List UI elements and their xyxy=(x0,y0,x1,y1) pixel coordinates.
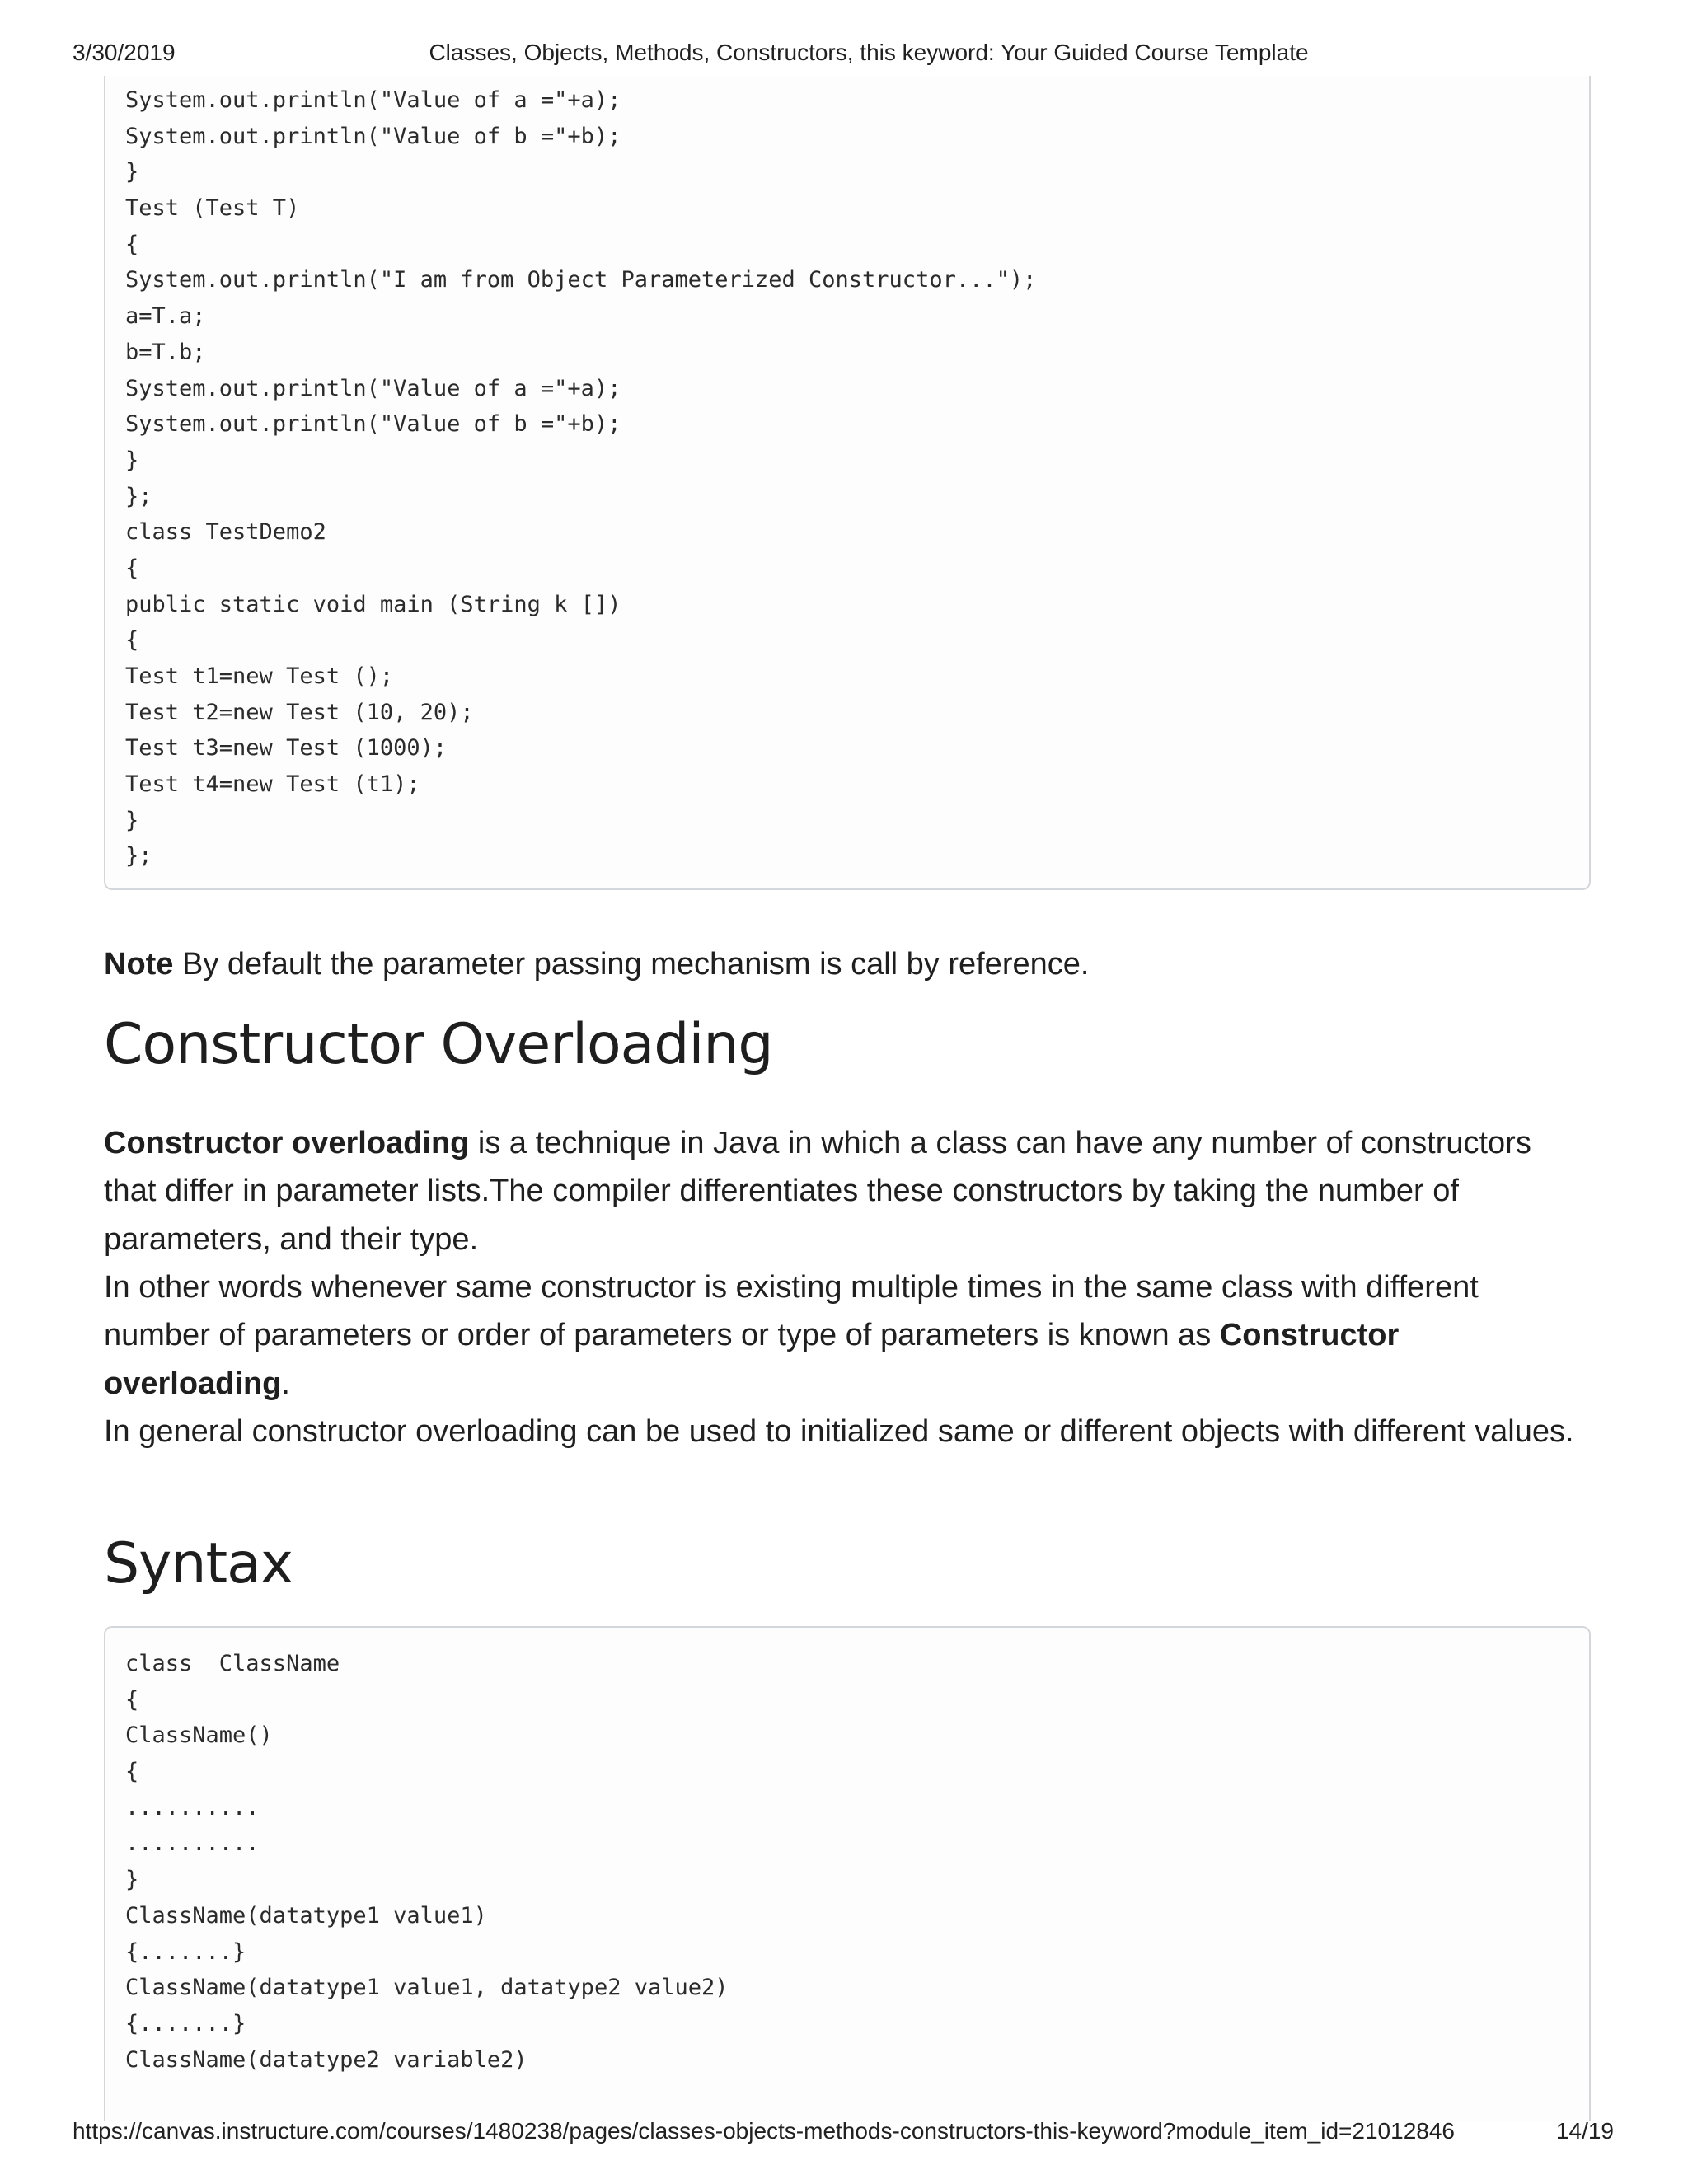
paragraph-definition xyxy=(104,1119,1587,1263)
code-line: .......... xyxy=(125,1794,260,1821)
code-line: { xyxy=(125,555,139,581)
code-line: System.out.println("Value of a ="+a); xyxy=(125,375,621,401)
code-line: System.out.println("I am from Object Parameterized Constructor..."); xyxy=(125,267,1037,293)
code-line: ClassName(datatype1 value1) xyxy=(125,1902,487,1929)
code-line: {.......} xyxy=(125,2010,246,2036)
code-block-test-demo xyxy=(104,76,1591,890)
code-line: {.......} xyxy=(125,1938,246,1965)
term-constructor-overloading-2: Constructor overloading xyxy=(104,1318,1400,1401)
code-line: a=T.a; xyxy=(125,303,206,330)
code-line: { xyxy=(125,231,139,257)
paragraph-general xyxy=(104,1408,1587,1455)
code-line: }; xyxy=(125,483,152,509)
sentence-end: . xyxy=(281,1366,290,1401)
code-line: }; xyxy=(125,843,152,869)
general-text: In general constructor overloading can be used to initialized same or different objects with different values. xyxy=(104,1414,1574,1449)
code-line: Test t2=new Test (10, 20); xyxy=(125,699,474,725)
note-text: By default the parameter passing mechanism is call by reference. xyxy=(173,947,1090,982)
print-page-title: Classes, Objects, Methods, Constructors, this keyword: Your Guided Course Template xyxy=(429,40,1309,65)
code-line: Test t3=new Test (1000); xyxy=(125,735,448,762)
code-line: Test t1=new Test (); xyxy=(125,663,394,689)
heading-constructor-overloading: Constructor Overloading xyxy=(104,1012,773,1077)
code-line: } xyxy=(125,159,139,185)
code-line: Test t4=new Test (t1); xyxy=(125,771,420,798)
page-counter: 14/19 xyxy=(1555,2118,1614,2144)
code-line: ClassName(datatype2 variable2) xyxy=(125,2046,528,2073)
code-line: { xyxy=(125,1686,139,1713)
code-line: ClassName(datatype1 value1, datatype2 value2) xyxy=(125,1975,729,2001)
code-line: { xyxy=(125,627,139,654)
code-line: ClassName() xyxy=(125,1722,273,1749)
code-line: { xyxy=(125,1759,139,1785)
note-paragraph xyxy=(104,944,1089,985)
code-line: System.out.println("Value of b ="+b); xyxy=(125,123,621,149)
code-line: public static void main (String k []) xyxy=(125,591,621,617)
code-line: System.out.println("Value of a ="+a); xyxy=(125,87,621,113)
code-line: b=T.b; xyxy=(125,339,206,365)
definition-text: is a technique in Java in which a class can have any number of constructors that differ in parameter lists.The compiler differentiates these constructors by taking the number of parameters, and their type. xyxy=(104,1126,1531,1257)
code-line: .......... xyxy=(125,1830,260,1857)
note-label: Note xyxy=(104,947,174,982)
code-line: class ClassName xyxy=(125,1651,340,1676)
code-line: } xyxy=(125,807,139,833)
heading-syntax: Syntax xyxy=(104,1531,293,1596)
page-url: https://canvas.instructure.com/courses/1480238/pages/classes-objects-methods-constructors-this-keyword?module_item_id=21012846 xyxy=(73,2118,1455,2144)
code-line: class TestDemo2 xyxy=(125,519,326,546)
term-constructor-overloading: Constructor overloading xyxy=(104,1126,470,1160)
code-line: } xyxy=(125,447,139,473)
code-block-syntax xyxy=(104,1626,1591,2121)
paragraph-other-words xyxy=(104,1263,1587,1408)
other-words-text: In other words whenever same constructor is existing multiple times in the same class with different number of parameters or order of parameters or type of parameters is known as xyxy=(104,1270,1479,1353)
code-line: System.out.println("Value of b ="+b); xyxy=(125,411,621,438)
code-line: Test (Test T) xyxy=(125,195,300,222)
print-date: 3/30/2019 xyxy=(73,40,176,65)
code-line: } xyxy=(125,1867,139,1893)
print-header xyxy=(0,40,1688,73)
print-footer xyxy=(0,2118,1688,2151)
